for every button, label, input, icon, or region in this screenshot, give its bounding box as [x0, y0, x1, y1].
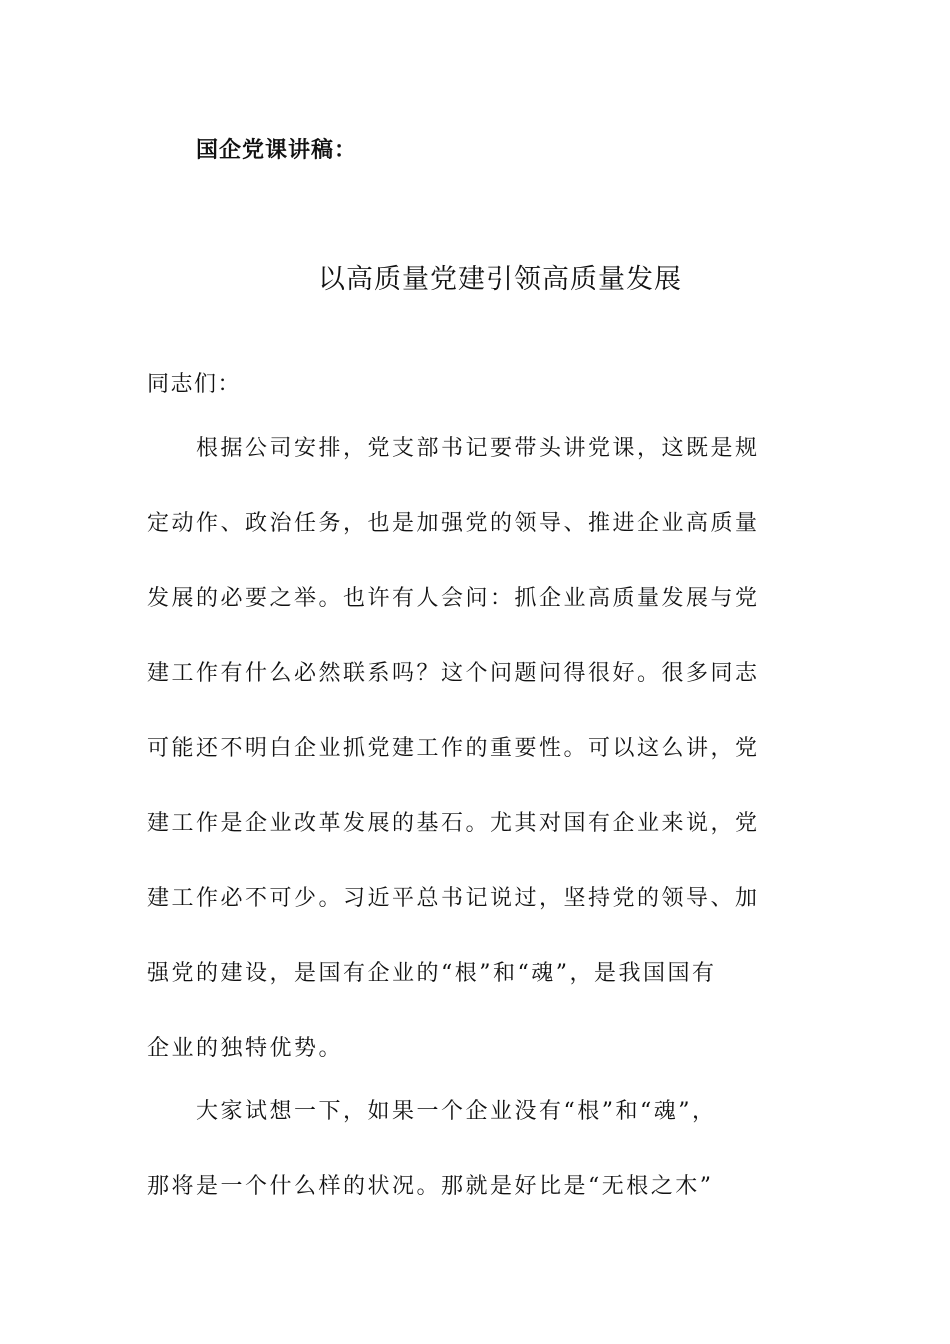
paragraph-line: 根据公司安排，党支部书记要带头讲党课，这既是规	[196, 436, 760, 461]
paragraph-line: 建工作必不可少。习近平总书记说过，坚持党的领导、加	[147, 886, 760, 911]
document-title: 以高质量党建引领高质量发展	[318, 264, 682, 295]
salutation: 同志们：	[147, 372, 242, 397]
paragraph-line: 建工作是企业改革发展的基石。尤其对国有企业来说，党	[147, 811, 760, 836]
paragraph-line: 发展的必要之举。也许有人会问：抓企业高质量发展与党	[147, 586, 760, 611]
paragraph-line: 定动作、政治任务，也是加强党的领导、推进企业高质量	[147, 511, 760, 536]
paragraph-line: 那将是一个什么样的状况。那就是好比是“无根之木”	[147, 1174, 714, 1199]
paragraph-line: 大家试想一下，如果一个企业没有“根”和“魂”，	[196, 1099, 717, 1124]
document-label: 国企党课讲稿：	[196, 138, 358, 163]
paragraph-line: 可能还不明白企业抓党建工作的重要性。可以这么讲，党	[147, 736, 760, 761]
paragraph-line: 建工作有什么必然联系吗？这个问题问得很好。很多同志	[147, 661, 760, 686]
paragraph-line: 强党的建设，是国有企业的“根”和“魂”，是我国国有	[147, 961, 717, 986]
paragraph-line: 企业的独特优势。	[147, 1036, 344, 1061]
